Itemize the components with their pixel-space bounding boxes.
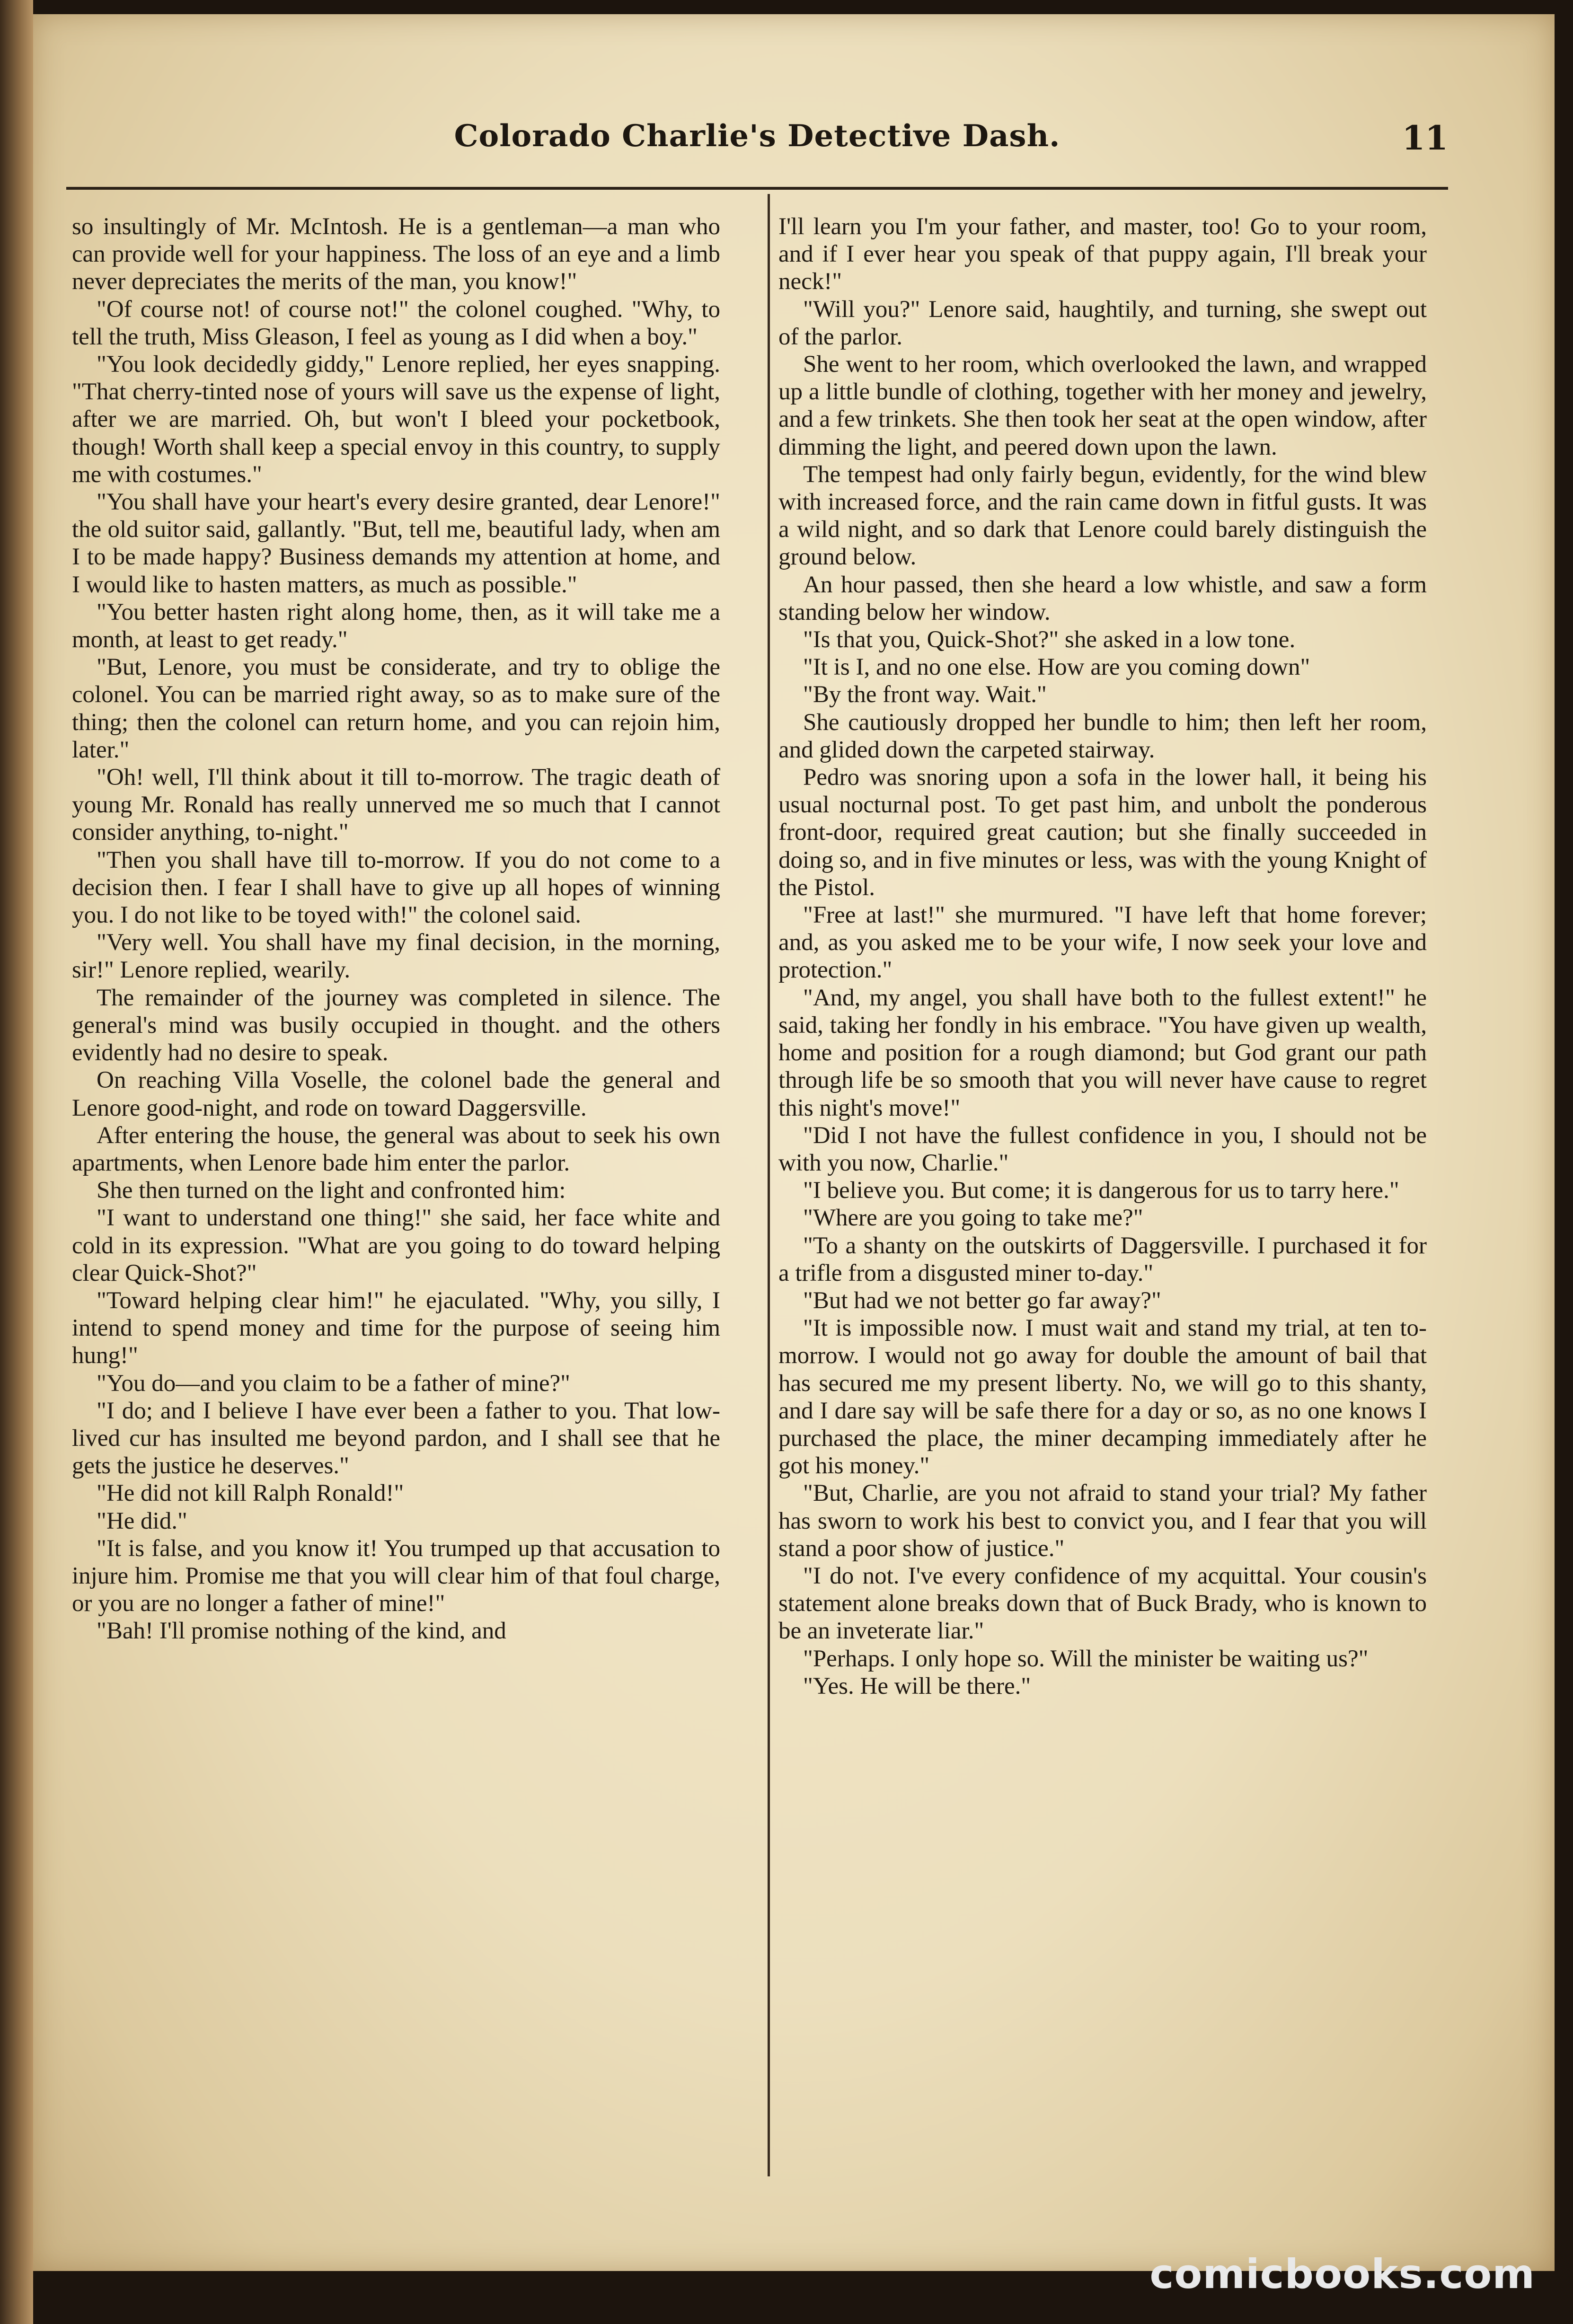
left-column — [72, 213, 720, 1645]
paragraph: "It is I, and no one else. How are you coming down" — [803, 654, 1310, 681]
paragraph: "He did." — [97, 1507, 187, 1534]
paragraph: "He did not kill Ralph Ronald!" — [97, 1480, 404, 1507]
paragraph: She went to her room, which overlooked the lawn, and wrapped up a little bundle of clothing, together with her money and jewelry, and a few trinkets. She then took her seat at the open window, after dimming the light, and peered down upon the lawn. — [778, 351, 1427, 460]
paragraph: I'll learn you I'm your father, and master, too! Go to your room, and if I ever hear you speak of that puppy again, I'll break your neck!" — [778, 213, 1427, 295]
paragraph: "Will you?" Lenore said, haughtily, and turning, she swept out of the parlor. — [778, 296, 1427, 350]
paragraph: "Oh! well, I'll think about it till to-morrow. The tragic death of young Mr. Ronald has really unnerved me so much that I cannot consider anything, to-night." — [72, 764, 720, 846]
paragraph: "Yes. He will be there." — [803, 1673, 1031, 1699]
paragraph: "You do—and you claim to be a father of mine?" — [97, 1370, 570, 1397]
paragraph: "Toward helping clear him!" he ejaculated. "Why, you silly, I intend to spend money and time for the purpose of seeing him hung!" — [72, 1287, 720, 1369]
paragraph: "By the front way. Wait." — [803, 681, 1047, 708]
paragraph: "And, my angel, you shall have both to the fullest extent!" he said, taking her fondly in his embrace. "You have given up wealth, home and position for a rough diamond; but God grant our path through life be so smooth that you will never have cause to regret this night's move!" — [778, 984, 1427, 1121]
paragraph: "Very well. You shall have my final decision, in the morning, sir!" Lenore replied, wearily. — [72, 929, 720, 984]
paragraph: "Where are you going to take me?" — [803, 1205, 1143, 1232]
paragraph: On reaching Villa Voselle, the colonel bade the general and Lenore good-night, and rode on toward Daggersville. — [72, 1067, 720, 1121]
paragraph: "You look decidedly giddy," Lenore replied, her eyes snapping. "That cherry-tinted nose of yours will save us the expense of light, after we are married. Oh, but won't I bleed your pocketbook, though! Worth shall keep a special envoy in this country, to supply me with costumes." — [72, 351, 720, 488]
paragraph: "Is that you, Quick-Shot?" she asked in a low tone. — [803, 626, 1296, 653]
paragraph: so insultingly of Mr. McIntosh. He is a gentleman—a man who can provide well for your happiness. The loss of an eye and a limb never depreciates the merits of the man, you know!" — [72, 213, 720, 295]
paragraph: "It is impossible now. I must wait and stand my trial, at ten to-morrow. I would not go away for double the amount of bail that has secured me my present liberty. No, we will go to this shanty, and I dare say will be safe there for a day or so, as no one knows I purchased the place, the miner decamping immediately after he got his money." — [778, 1315, 1427, 1479]
right-column — [778, 213, 1427, 1700]
paragraph: The tempest had only fairly begun, evidently, for the wind blew with increased force, and the rain came down in fitful gusts. It was a wild night, and so dark that Lenore could barely distinguish the ground below. — [778, 461, 1427, 571]
paragraph: "I want to understand one thing!" she said, her face white and cold in its expression. "What are you going to do toward helping clear Quick-Shot?" — [72, 1205, 720, 1286]
paragraph: "Bah! I'll promise nothing of the kind, and — [97, 1618, 506, 1645]
running-title: Colorado Charlie's Detective Dash. — [454, 118, 1060, 154]
paragraph: Pedro was snoring upon a sofa in the lower hall, it being his usual nocturnal post. To get past him, and unbolt the ponderous front-door, required great caution; but she finally succeeded in doing so, and in five minutes or less, was with the young Knight of the Pistol. — [778, 764, 1427, 901]
paragraph: The remainder of the journey was completed in silence. The general's mind was busily occupied in thought. and the others evidently had no desire to speak. — [72, 984, 720, 1066]
paragraph: After entering the house, the general was about to seek his own apartments, when Lenore bade him enter the parlor. — [72, 1122, 720, 1176]
running-head — [66, 118, 1448, 175]
paragraph: She then turned on the light and confronted him: — [97, 1177, 566, 1204]
paragraph: "But, Charlie, are you not afraid to stand your trial? My father has sworn to work his best to convict you, and I fear that you will stand a poor show of justice." — [778, 1480, 1427, 1562]
paragraph: "I do not. I've every confidence of my acquittal. Your cousin's statement alone breaks down that of Buck Brady, who is known to be an inveterate liar." — [778, 1562, 1427, 1645]
site-watermark: comicbooks.com — [1149, 2251, 1535, 2298]
paragraph: "But, Lenore, you must be considerate, and try to oblige the colonel. You can be married right away, so as to make sure of the thing; then the colonel can return home, and you can rejoin him, later." — [72, 654, 720, 763]
paragraph: "Did I not have the fullest confidence in you, I should not be with you now, Charlie." — [778, 1122, 1427, 1176]
paragraph: An hour passed, then she heard a low whistle, and saw a form standing below her window. — [778, 571, 1427, 625]
paragraph: "Free at last!" she murmured. "I have left that home forever; and, as you asked me to be your wife, I now seek your love and protection." — [778, 902, 1427, 984]
paragraph: "You shall have your heart's every desire granted, dear Lenore!" the old suitor said, gallantly. "But, tell me, beautiful lady, when am I to be made happy? Business demands my attention at home, and I would like to hasten matters, as much as possible." — [72, 489, 720, 598]
column-divider — [768, 194, 770, 2176]
header-rule — [66, 187, 1448, 190]
paragraph: "Of course not! of course not!" the colonel coughed. "Why, to tell the truth, Miss Gleason, I feel as young as I did when a boy." — [72, 296, 720, 350]
book-spine — [0, 0, 33, 2324]
paragraph: "I believe you. But come; it is dangerous for us to tarry here." — [803, 1177, 1399, 1204]
paragraph: "You better hasten right along home, then, as it will take me a month, at least to get ready." — [72, 599, 720, 653]
paragraph: "I do; and I believe I have ever been a father to you. That low-lived cur has insulted me beyond pardon, and I shall see that he gets the justice he deserves." — [72, 1397, 720, 1479]
page-number: 11 — [1402, 118, 1448, 158]
paragraph: She cautiously dropped her bundle to him; then left her room, and glided down the carpeted stairway. — [778, 709, 1427, 763]
paragraph: "Perhaps. I only hope so. Will the minister be waiting us?" — [803, 1645, 1369, 1672]
paragraph: "To a shanty on the outskirts of Daggersville. I purchased it for a trifle from a disgusted miner to-day." — [778, 1232, 1427, 1286]
paragraph: "But had we not better go far away?" — [803, 1287, 1161, 1314]
paragraph: "Then you shall have till to-morrow. If you do not come to a decision then. I fear I shall have to give up all hopes of winning you. I do not like to be toyed with!" the colonel said. — [72, 846, 720, 929]
paragraph: "It is false, and you know it! You trumped up that accusation to injure him. Promise me that you will clear him of that foul charge, or you are no longer a father of mine!" — [72, 1535, 720, 1617]
